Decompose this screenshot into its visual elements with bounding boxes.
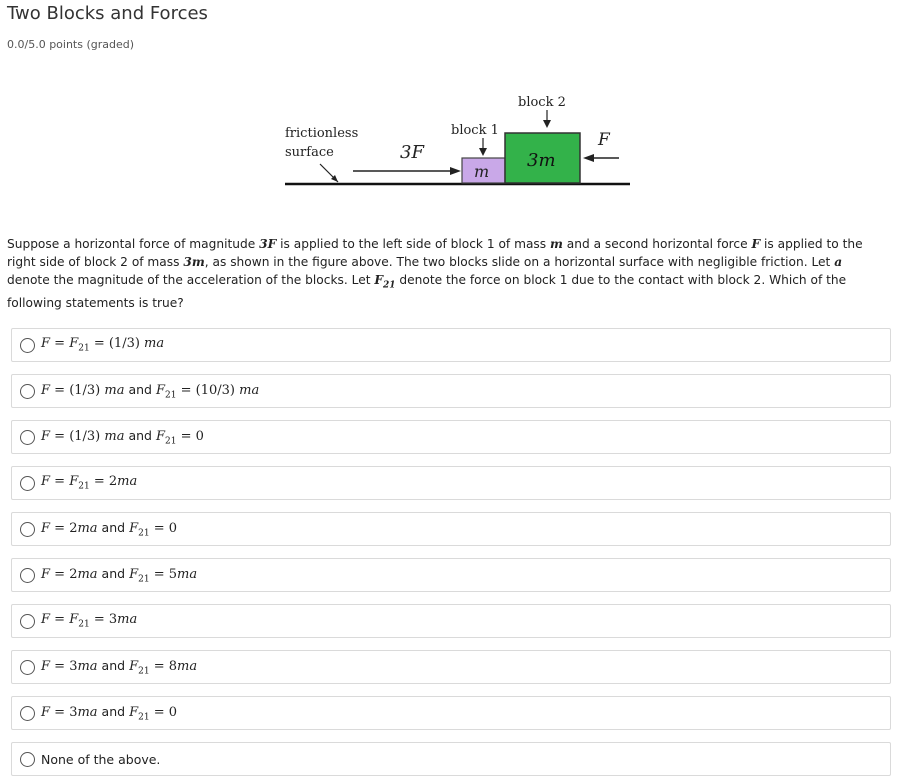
option-9[interactable] xyxy=(11,696,891,730)
radio-button[interactable] xyxy=(20,568,35,583)
option-3[interactable] xyxy=(11,420,891,454)
option-4[interactable] xyxy=(11,466,891,500)
block2-pointer-head xyxy=(543,120,551,128)
option-10[interactable] xyxy=(11,742,891,776)
option-label: $F = F_{21} = (1/3)$ ma xyxy=(41,336,165,354)
radio-button[interactable] xyxy=(20,338,35,353)
option-label: F = (1/3) ma and $F_{21} = (10/3)$ ma xyxy=(41,381,260,401)
radio-button[interactable] xyxy=(20,614,35,629)
radio-button[interactable] xyxy=(20,384,35,399)
block1-label: block 1 xyxy=(451,123,499,138)
radio-button[interactable] xyxy=(20,706,35,721)
radio-button[interactable] xyxy=(20,430,35,445)
option-7[interactable] xyxy=(11,604,891,638)
block1-pointer-head xyxy=(479,148,487,156)
force-F-arrow-head xyxy=(583,154,594,162)
problem-title: Two Blocks and Forces xyxy=(7,3,208,24)
block2-mass-label: 3m xyxy=(527,150,556,171)
option-label: F = 2ma and $F_{21} = 5ma$ xyxy=(41,565,198,585)
option-label: F = 2ma and $F_{21} = 0$ xyxy=(41,519,177,539)
force-3F-arrow-head xyxy=(450,167,461,175)
force-3F-label: 3F xyxy=(400,142,424,163)
option-2[interactable] xyxy=(11,374,891,408)
option-label: $F = F_{21} = 3ma$ xyxy=(41,612,138,630)
option-label: F = 3ma and $F_{21} = 8ma$ xyxy=(41,657,198,677)
option-6[interactable] xyxy=(11,558,891,592)
radio-button[interactable] xyxy=(20,522,35,537)
question-text: Suppose a horizontal force of magnitude 3F is applied to the left side of block 1 of mass m and a second horizontal force F is applied to the right side of block 2 of mass 3m, as shown in the figure above. The two blocks slide on a horizontal surface with negligible friction. Let a denote the magnitude of the acceleration of the blocks. Let $F_{21}$ denote the force on block 1 due to the contact with block 2. Which of the following statements is true? xyxy=(7,237,863,311)
option-label: $F = F_{21} = 2ma$ xyxy=(41,474,138,492)
radio-button[interactable] xyxy=(20,476,35,491)
option-1[interactable] xyxy=(11,328,891,362)
option-5[interactable] xyxy=(11,512,891,546)
radio-button[interactable] xyxy=(20,752,35,767)
option-8[interactable] xyxy=(11,650,891,684)
frictionless-label: frictionless xyxy=(285,126,359,141)
points-status: 0.0/5.0 points (graded) xyxy=(7,38,135,51)
block2-label: block 2 xyxy=(518,95,566,110)
block1-mass-label: m xyxy=(474,162,490,181)
force-F-label: F xyxy=(598,130,610,150)
option-label: F = 3ma and $F_{21} = 0$ xyxy=(41,703,177,723)
option-label: None of the above. xyxy=(41,751,161,767)
blocks-figure xyxy=(280,90,640,195)
radio-button[interactable] xyxy=(20,660,35,675)
surface-label: surface xyxy=(285,145,334,160)
option-label: F = (1/3) ma and $F_{21} = 0$ xyxy=(41,427,204,447)
